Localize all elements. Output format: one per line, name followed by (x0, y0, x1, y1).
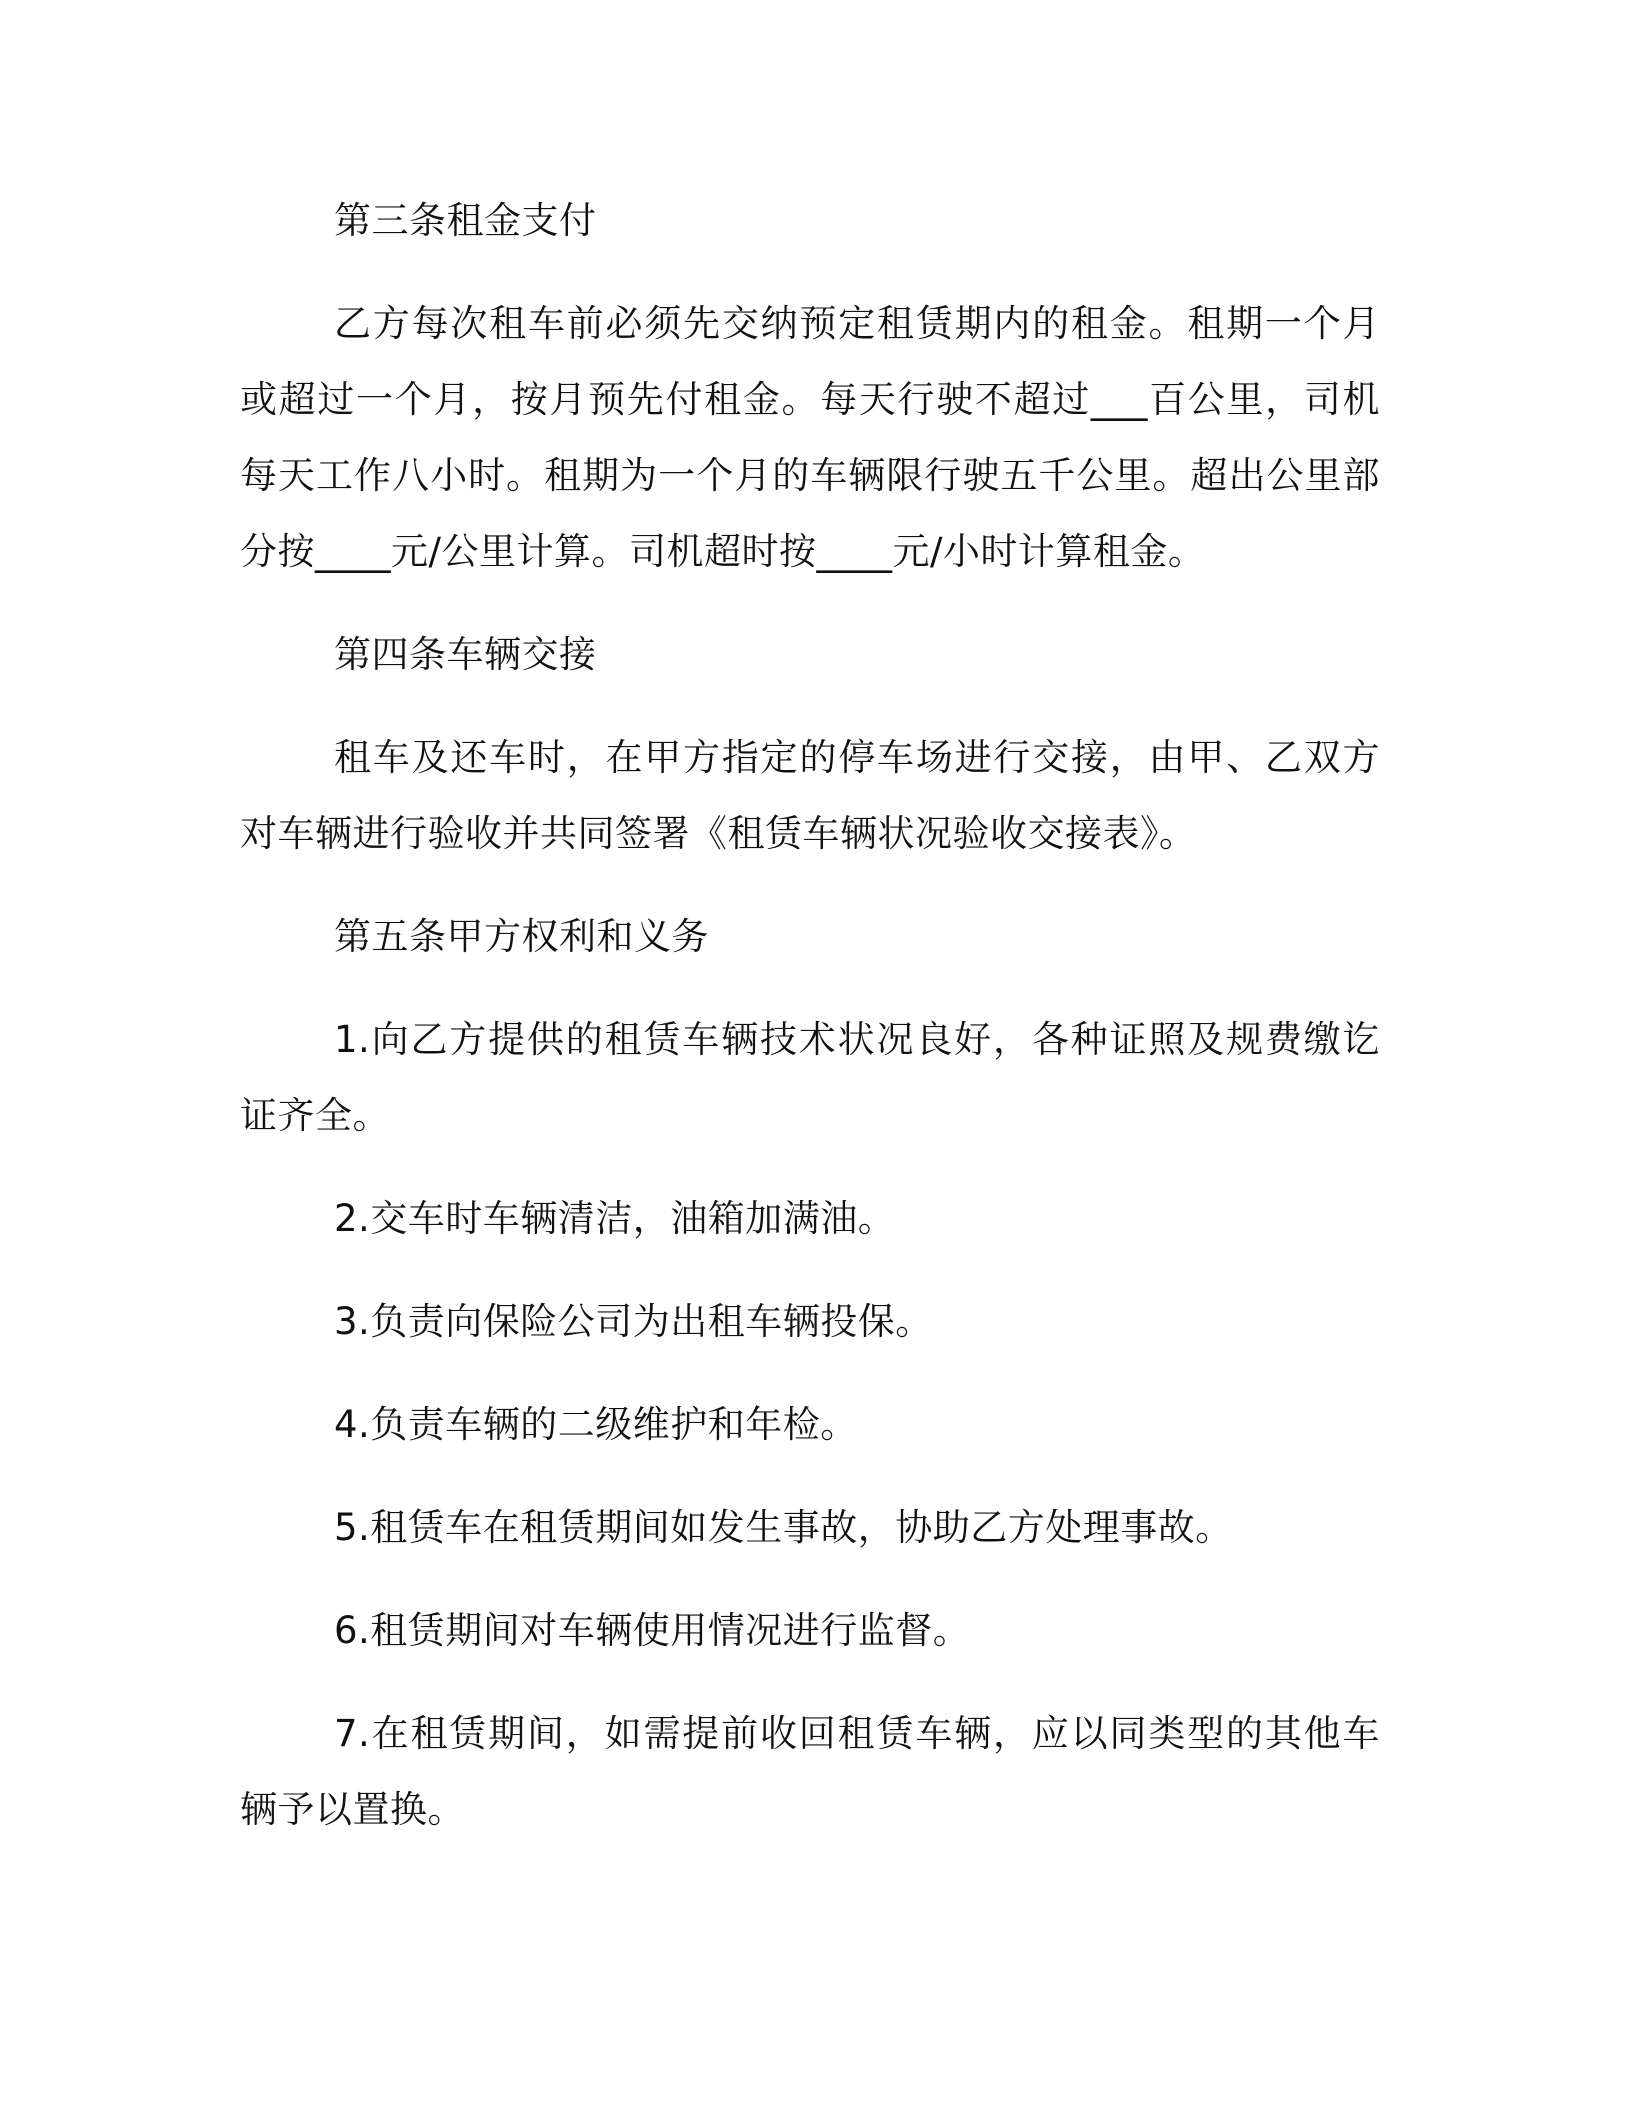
paragraph-rent-payment: 乙方每次租车前必须先交纳预定租赁期内的租金。租期一个月或超过一个月，按月预先付租金。每天行驶不超过___百公里，司机每天工作八小时。租期为一个月的车辆限行驶五千公里。超出公里部分按____元/公里计算。司机超时按____元/小时计算租金。 (240, 302, 1380, 573)
list-item-3: 3.负责向保险公司为出租车辆投保。 (334, 1300, 933, 1343)
list-item-2: 2.交车时车辆清洁，油箱加满油。 (334, 1197, 896, 1240)
paragraph-vehicle-handover: 租车及还车时，在甲方指定的停车场进行交接，由甲、乙双方对车辆进行验收并共同签署《租赁车辆状况验收交接表》。 (240, 736, 1380, 855)
document-body (240, 183, 1380, 1875)
section-heading-vehicle-handover: 第四条车辆交接 (334, 633, 597, 676)
list-item-1: 1.向乙方提供的租赁车辆技术状况良好，各种证照及规费缴讫证齐全。 (240, 1018, 1380, 1137)
list-item-7: 7.在租赁期间，如需提前收回租赁车辆，应以同类型的其他车辆予以置换。 (240, 1712, 1380, 1831)
list-item-6: 6.租赁期间对车辆使用情况进行监督。 (334, 1609, 971, 1652)
section-heading-rent-payment: 第三条租金支付 (334, 199, 597, 242)
list-item-4: 4.负责车辆的二级维护和年检。 (334, 1403, 858, 1446)
list-item-5: 5.租赁车在租赁期间如发生事故，协助乙方处理事故。 (334, 1506, 1233, 1549)
section-heading-party-a-rights: 第五条甲方权利和义务 (334, 915, 709, 958)
